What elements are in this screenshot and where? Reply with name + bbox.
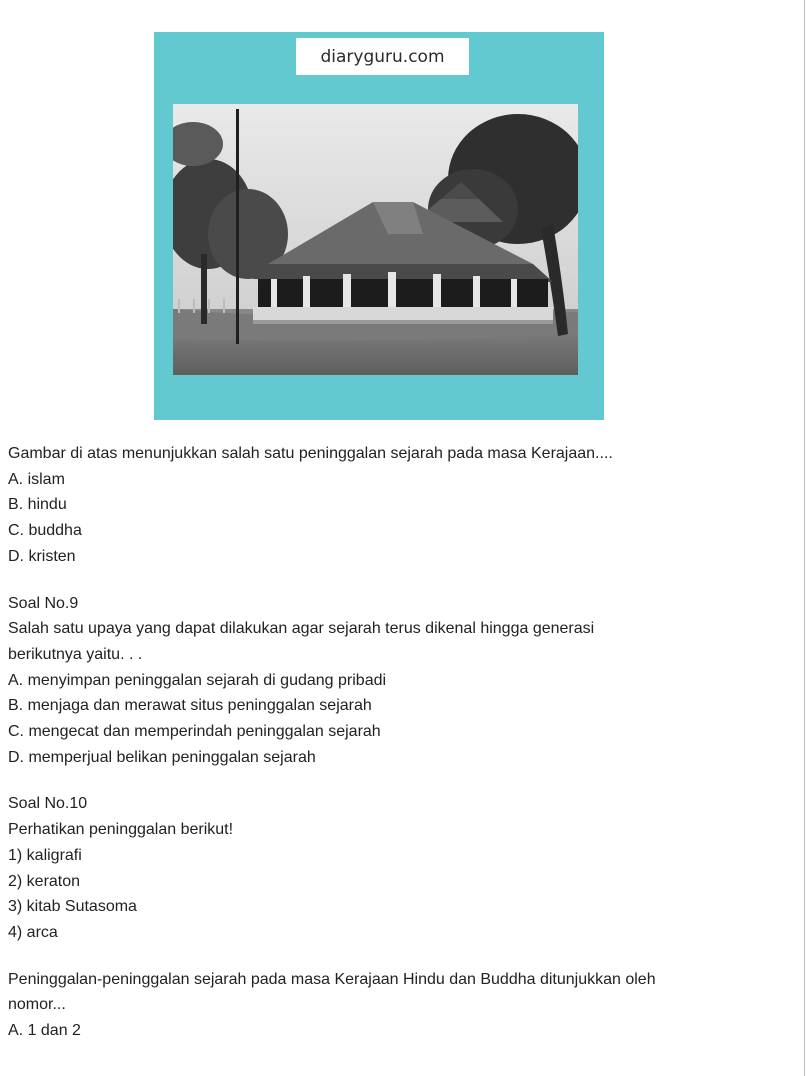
q10-item-2: 2) keraton xyxy=(8,872,81,890)
q9-question-line1: Salah satu upaya yang dapat dilakukan agar sejarah terus dikenal hingga generasi xyxy=(8,620,595,638)
q9-title: Soal No.9 xyxy=(8,594,79,612)
q8-question: Gambar di atas menunjukkan salah satu peninggalan sejarah pada masa Kerajaan.... xyxy=(8,445,613,462)
q10-item-4: 4) arca xyxy=(8,923,58,941)
q10-intro: Perhatikan peninggalan berikut! xyxy=(8,821,234,839)
watermark-label: diaryguru.com xyxy=(296,38,469,75)
question-text-block xyxy=(8,441,788,1044)
spacer xyxy=(8,570,788,591)
q10-question-line1: Peninggalan-peninggalan sejarah pada masa Kerajaan Hindu dan Buddha ditunjukkan oleh xyxy=(8,970,656,988)
q10-item-1: 1) kaligrafi xyxy=(8,846,82,864)
q9-option-c: C. mengecat dan memperindah peninggalan sejarah xyxy=(8,723,381,741)
q8-option-c: C. buddha xyxy=(8,522,82,540)
q10-option-a: A. 1 dan 2 xyxy=(8,1022,81,1040)
q8-option-a: A. islam xyxy=(8,470,65,488)
q8-option-b: B. hindu xyxy=(8,496,67,514)
q10-question-line2: nomor... xyxy=(8,996,66,1014)
q9-option-a: A. menyimpan peninggalan sejarah di gudang pribadi xyxy=(8,671,387,689)
q9-option-d: D. memperjual belikan peninggalan sejarah xyxy=(8,748,316,766)
page-border xyxy=(804,0,805,1076)
spacer xyxy=(8,770,788,791)
q10-title: Soal No.10 xyxy=(8,795,88,813)
q9-question-line2: berikutnya yaitu. . . xyxy=(8,645,143,663)
q10-item-3: 3) kitab Sutasoma xyxy=(8,898,137,916)
q9-option-b: B. menjaga dan merawat situs peninggalan sejarah xyxy=(8,697,372,715)
historic-mosque-photo-icon xyxy=(173,104,578,375)
question-figure xyxy=(154,32,604,420)
q8-option-d: D. kristen xyxy=(8,547,76,565)
spacer xyxy=(8,946,788,967)
